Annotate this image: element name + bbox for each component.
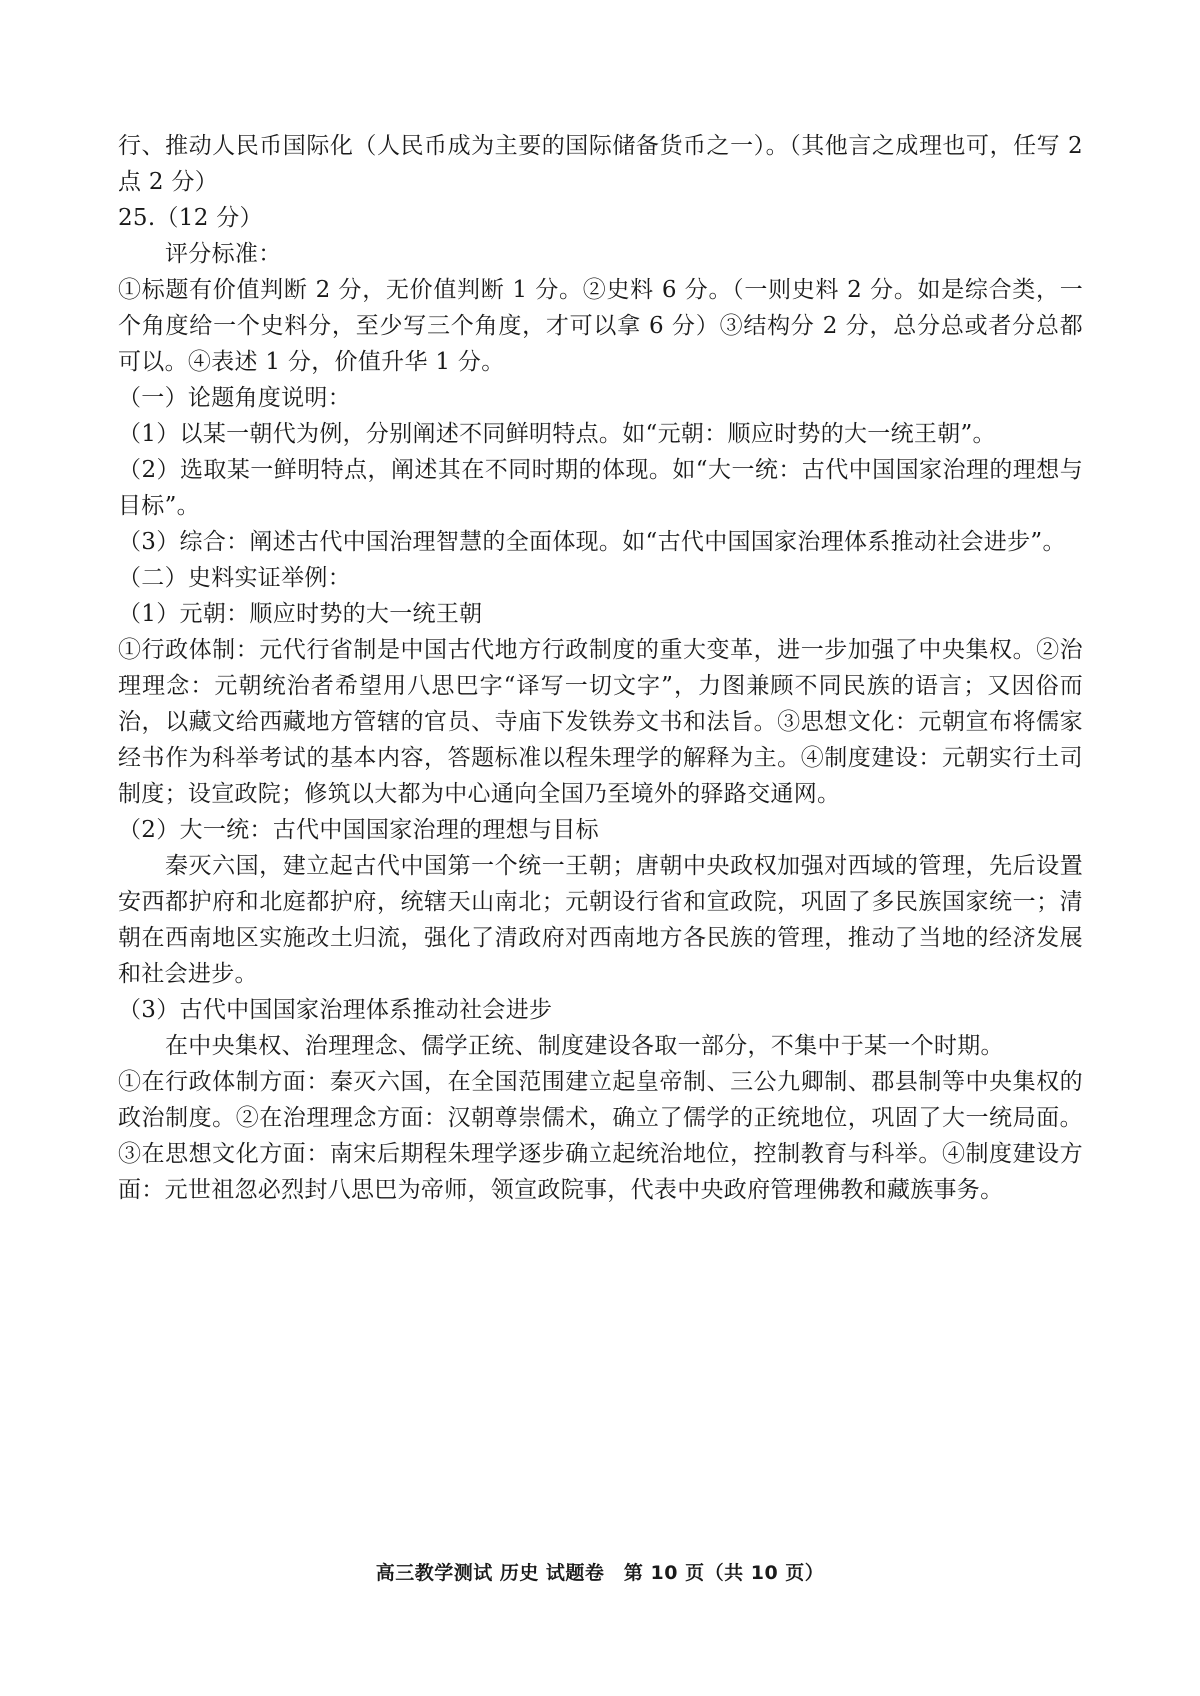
page-footer: 高三教学测试 历史 试题卷 第 10 页（共 10 页） (375, 1562, 825, 1584)
example-3-intro: 在中央集权、治理理念、儒学正统、制度建设各取一部分，不集中于某一个时期。 (165, 1033, 1004, 1059)
example-1-heading: （1）元朝：顺应时势的大一统王朝 (118, 601, 483, 627)
answer-content (118, 128, 1083, 1208)
example-3-heading: （3）古代中国国家治理体系推动社会进步 (118, 997, 553, 1023)
section-2-heading: （二）史料实证举例： (118, 565, 351, 591)
example-2-heading: （2）大一统：古代中国国家治理的理想与目标 (118, 817, 599, 843)
example-3-text: ①在行政体制方面：秦灭六国，在全国范围建立起皇帝制、三公九卿制、郡县制等中央集权的政治制度。②在治理理念方面：汉朝尊崇儒术，确立了儒学的正统地位，巩固了大一统局面。③在思想文化方面：南宋后期程朱理学逐步确立起统治地位，控制教育与科举。④制度建设方面：元世祖忽必烈封八思巴为帝师，领宣政院事，代表中央政府管理佛教和藏族事务。 (118, 1069, 1083, 1203)
paragraph-1: 行、推动人民币国际化（人民币成为主要的国际储备货币之一）。（其他言之成理也可，任写 2 点 2 分） (118, 133, 1083, 195)
question-25-heading: 25.（12 分） (118, 205, 263, 231)
angle-3: （3）综合：阐述古代中国治理智慧的全面体现。如“古代中国国家治理体系推动社会进步”。 (118, 529, 1066, 555)
angle-1: （1）以某一朝代为例，分别阐述不同鲜明特点。如“元朝：顺应时势的大一统王朝”。 (118, 421, 996, 447)
example-2-text: 秦灭六国，建立起古代中国第一个统一王朝；唐朝中央政权加强对西域的管理，先后设置安西都护府和北庭都护府，统辖天山南北；元朝设行省和宣政院，巩固了多民族国家统一；清朝在西南地区实施改土归流，强化了清政府对西南地方各民族的管理，推动了当地的经济发展和社会进步。 (118, 853, 1083, 987)
section-1-heading: （一）论题角度说明： (118, 385, 351, 411)
scoring-standard-heading: 评分标准： (165, 241, 282, 267)
angle-2: （2）选取某一鲜明特点，阐述其在不同时期的体现。如“大一统：古代中国国家治理的理想与目标”。 (118, 457, 1083, 519)
scoring-standard-text: ①标题有价值判断 2 分，无价值判断 1 分。②史料 6 分。（一则史料 2 分。如是综合类，一个角度给一个史料分，至少写三个角度，才可以拿 6 分）③结构分 2 分，总分总或者分总都可以。④表述 1 分，价值升华 1 分。 (118, 277, 1083, 375)
example-1-text: ①行政体制：元代行省制是中国古代地方行政制度的重大变革，进一步加强了中央集权。②治理理念：元朝统治者希望用八思巴字“译写一切文字”，力图兼顾不同民族的语言；又因俗而治，以藏文给西藏地方管辖的官员、寺庙下发铁券文书和法旨。③思想文化：元朝宣布将儒家经书作为科举考试的基本内容，答题标准以程朱理学的解释为主。④制度建设：元朝实行土司制度；设宣政院；修筑以大都为中心通向全国乃至境外的驿路交通网。 (118, 637, 1083, 807)
